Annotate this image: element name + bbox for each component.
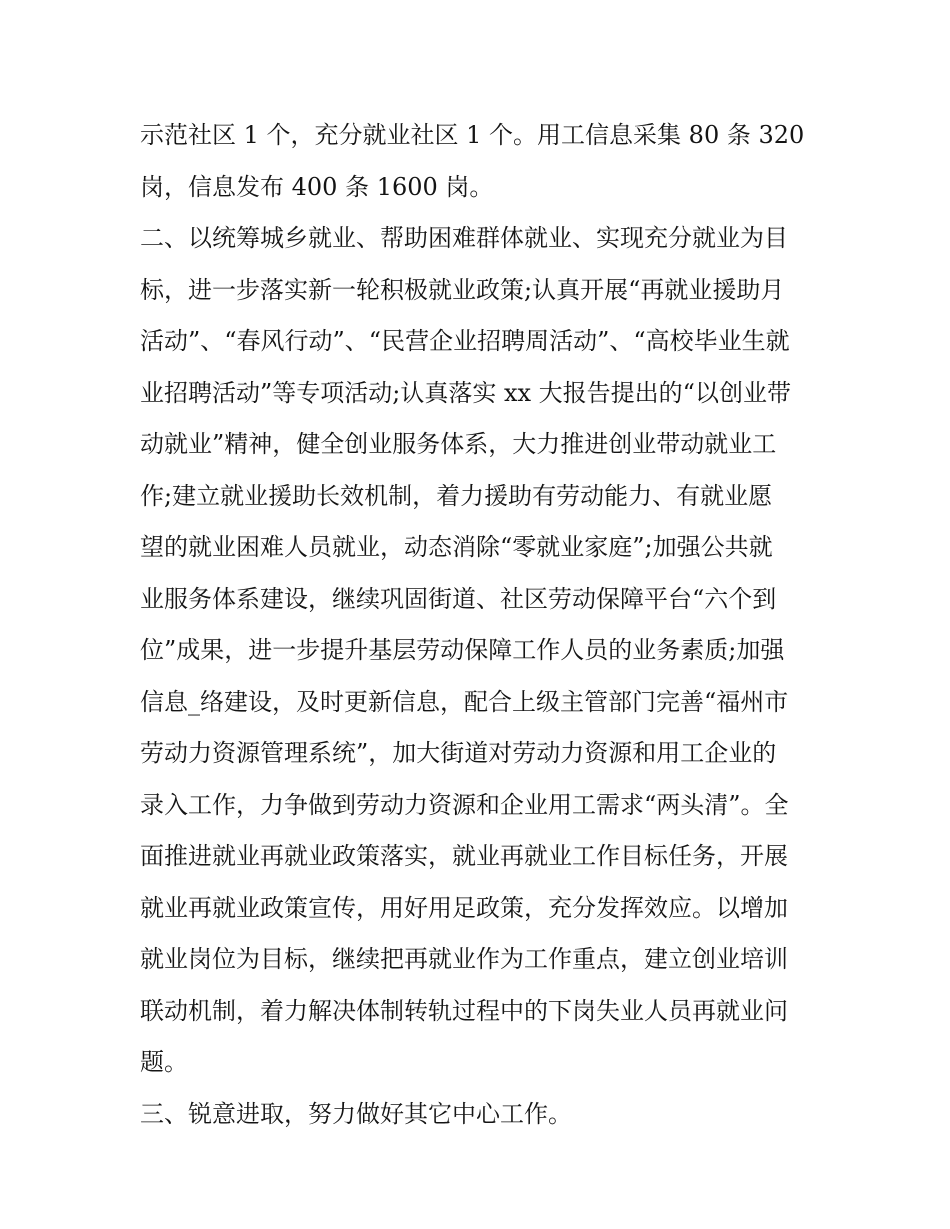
paragraph-employment-stats <box>140 110 820 213</box>
text-line: 信息_络建设，及时更新信息，配合上级主管部门完善“福州市 <box>140 687 789 716</box>
text-line: 录入工作，力争做到劳动力资源和企业用工需求“两头清”。全 <box>140 790 789 819</box>
text-line: 就业再就业政策宣传，用好用足政策，充分发挥效应。以增加 <box>140 893 788 922</box>
paragraph-section-three <box>140 1089 820 1141</box>
text-line: 就业岗位为目标，继续把再就业作为工作重点，建立创业培训 <box>140 945 788 973</box>
text-line: 动就业”精神，健全创业服务体系，大力推进创业带动就业工 <box>140 430 777 458</box>
text-line: 面推进就业再就业政策落实，就业再就业工作目标任务，开展 <box>140 842 788 870</box>
text-line: 位”成果，进一步提升基层劳动保障工作人员的业务素质;加强 <box>140 636 785 664</box>
section-heading-line: 三、锐意进取，努力做好其它中心工作。 <box>140 1099 572 1128</box>
text-line: 联动机制，着力解决体制转轨过程中的下岗失业人员再就业问 <box>140 996 788 1025</box>
text-line: 标，进一步落实新一轮积极就业政策;认真开展“再就业援助月 <box>140 275 785 304</box>
text-line: 望的就业困难人员就业，动态消除“零就业家庭”;加强公共就 <box>140 533 773 561</box>
text-line: 岗，信息发布 400 条 1600 岗。 <box>140 172 494 201</box>
text-line: 活动”、“春风行动”、“民营企业招聘周活动”、“高校毕业生就 <box>140 327 790 355</box>
text-line: 题。 <box>140 1048 188 1076</box>
text-line: 示范社区 1 个，充分就业社区 1 个。用工信息采集 80 条 320 <box>140 121 805 149</box>
text-line: 业招聘活动”等专项活动;认真落实 xx 大报告提出的“以创业带 <box>140 378 791 407</box>
text-line: 二、以统筹城乡就业、帮助困难群体就业、实现充分就业为目 <box>140 224 788 252</box>
text-line: 业服务体系建设，继续巩固街道、社区劳动保障平台“六个到 <box>140 584 777 613</box>
text-line: 作;建立就业援助长效机制，着力援助有劳动能力、有就业愿 <box>140 481 773 510</box>
text-line: 劳动力资源管理系统”，加大街道对劳动力资源和用工企业的 <box>140 739 777 767</box>
paragraph-section-two <box>140 213 820 1089</box>
document-body <box>140 110 820 1140</box>
